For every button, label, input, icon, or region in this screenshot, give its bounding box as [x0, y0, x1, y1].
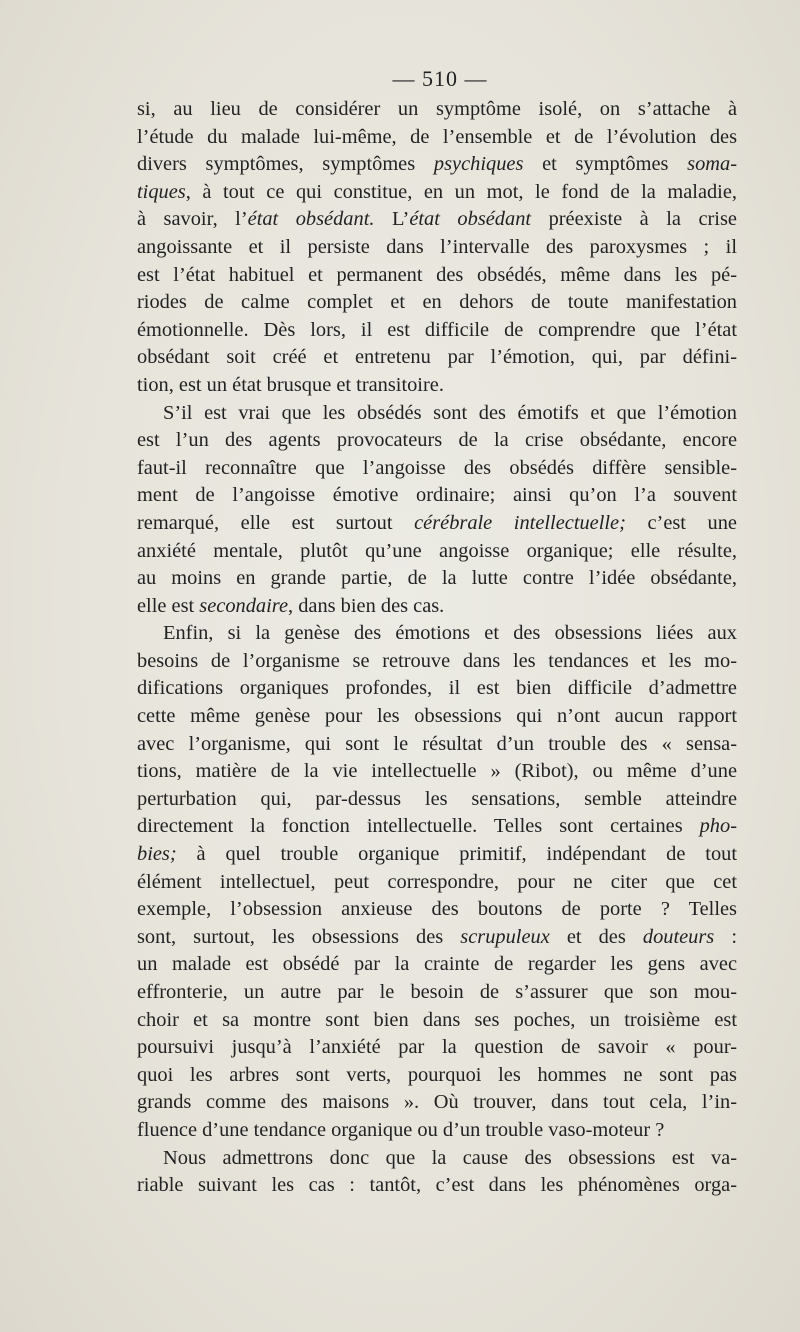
- text-span: directement la fonction intellectuelle. Telles sont certaines: [137, 815, 700, 838]
- text-line: [137, 951, 737, 979]
- text-span: au moins en grande partie, de la lutte contre l’idée obsédante,: [137, 567, 737, 590]
- text-span: c’est une: [625, 511, 737, 534]
- text-span: poursuivi jusqu’à l’anxiété par la question de savoir « pour-: [137, 1036, 737, 1059]
- text-span: exemple, l’obsession anxieuse des boutons de porte ? Telles: [137, 898, 737, 921]
- body-text: [137, 96, 737, 1200]
- text-span: obsédant soit créé et entretenu par l’émotion, qui, par défini-: [137, 346, 737, 369]
- italic-text: état obsédant: [409, 208, 532, 231]
- text-span: tion, est un état brusque et transitoire.: [137, 373, 444, 396]
- italic-text: scrupuleux: [460, 925, 550, 948]
- text-span: riable suivant les cas : tantôt, c’est dans les phénomènes orga-: [137, 1174, 737, 1197]
- text-span: faut-il reconnaître que l’angoisse des obsédés diffère sensible-: [137, 456, 737, 479]
- text-line: [137, 262, 737, 290]
- italic-text: psychiques: [433, 153, 524, 176]
- text-span: élément intellectuel, peut correspondre, pour ne citer que cet: [137, 870, 737, 893]
- text-line: [137, 758, 737, 786]
- text-line: [137, 924, 737, 952]
- text-line: [137, 1145, 737, 1173]
- text-span: est l’état habituel et permanent des obsédés, même dans les pé-: [137, 263, 737, 286]
- text-span: besoins de l’organisme se retrouve dans les tendances et les mo-: [137, 649, 737, 672]
- text-span: un malade est obsédé par la crainte de regarder les gens avec: [137, 953, 737, 976]
- text-span: et des: [549, 925, 643, 948]
- text-span: S’il est vrai que les obsédés sont des émotifs et que l’émotion: [163, 401, 737, 424]
- text-line: [137, 206, 737, 234]
- text-line: [137, 179, 737, 207]
- italic-text: état obsédant.: [247, 208, 375, 231]
- text-line: [137, 1062, 737, 1090]
- text-span: grands comme des maisons ». Où trouver, dans tout cela, l’in-: [137, 1091, 737, 1114]
- text-line: [137, 593, 737, 621]
- text-line: [137, 1034, 737, 1062]
- text-line: [137, 565, 737, 593]
- text-line: [137, 427, 737, 455]
- text-line: [137, 344, 737, 372]
- text-line: [137, 96, 737, 124]
- text-span: effronterie, un autre par le besoin de s’assurer que son mou-: [137, 981, 737, 1003]
- text-line: [137, 372, 737, 400]
- text-span: fluence d’une tendance organique ou d’un trouble vaso-moteur ?: [137, 1118, 665, 1141]
- text-line: [137, 289, 737, 317]
- text-line: [137, 234, 737, 262]
- text-span: elle est: [137, 594, 200, 617]
- text-span: , dans bien des cas.: [288, 594, 445, 617]
- italic-text: soma-: [687, 153, 738, 176]
- text-span: choir et sa montre sont bien dans ses poches, un troisième est: [137, 1008, 737, 1031]
- text-span: riodes de calme complet et en dehors de toute manifestation: [137, 291, 737, 314]
- text-line: [137, 510, 737, 538]
- text-span: Nous admettrons donc que la cause des obsessions est va-: [163, 1146, 737, 1169]
- text-line: [137, 400, 737, 428]
- text-line: [137, 979, 737, 1007]
- text-span: ment de l’angoisse émotive ordinaire; ainsi qu’on l’a souvent: [137, 484, 737, 507]
- text-line: [137, 896, 737, 924]
- text-span: l’étude du malade lui-même, de l’ensemble et de l’évolution des: [137, 125, 737, 148]
- page-number: — 510 —: [392, 66, 488, 91]
- text-span: à savoir, l’: [137, 208, 248, 231]
- text-line: [137, 1172, 737, 1200]
- text-line: [137, 675, 737, 703]
- text-span: à quel trouble organique primitif, indépendant de tout: [176, 843, 737, 866]
- text-line: [137, 841, 737, 869]
- text-span: est l’un des agents provocateurs de la crise obsédante, encore: [137, 429, 737, 452]
- text-line: [137, 869, 737, 897]
- text-span: et symptômes: [523, 153, 688, 176]
- text-line: [137, 124, 737, 152]
- text-line: [137, 731, 737, 759]
- text-line: [137, 703, 737, 731]
- italic-text: bies;: [137, 843, 177, 866]
- text-span: si, au lieu de considérer un symptôme isolé, on s’attache à: [137, 98, 737, 120]
- text-span: remarqué, elle est surtout: [137, 511, 415, 534]
- text-line: [137, 1007, 737, 1035]
- text-line: [137, 482, 737, 510]
- text-line: [137, 455, 737, 483]
- text-line: [137, 786, 737, 814]
- italic-text: cérébrale intellectuelle;: [414, 511, 626, 534]
- text-span: divers symptômes, symptômes: [137, 153, 434, 176]
- text-line: [137, 648, 737, 676]
- text-span: perturbation qui, par-dessus les sensations, semble atteindre: [137, 787, 737, 810]
- text-line: [137, 1089, 737, 1117]
- italic-text: secondaire: [199, 594, 288, 617]
- text-span: L’: [374, 208, 410, 231]
- text-span: préexiste à la crise: [531, 208, 737, 231]
- text-line: [137, 151, 737, 179]
- text-line: [137, 538, 737, 566]
- text-line: [137, 1117, 737, 1145]
- text-span: avec l’organisme, qui sont le résultat d’un trouble des « sensa-: [137, 732, 737, 755]
- text-span: , à tout ce qui constitue, en un mot, le fond de la maladie,: [185, 180, 737, 203]
- italic-text: douteurs: [642, 925, 715, 948]
- text-line: [137, 317, 737, 345]
- text-span: anxiété mentale, plutôt qu’une angoisse organique; elle résulte,: [137, 539, 737, 562]
- text-span: Enfin, si la genèse des émotions et des obsessions liées aux: [163, 622, 737, 645]
- text-span: angoissante et il persiste dans l’intervalle des paroxysmes ; il: [137, 235, 737, 258]
- text-span: difications organiques profondes, il est bien difficile d’admettre: [137, 677, 737, 700]
- italic-text: tiques: [137, 180, 186, 203]
- text-span: sont, surtout, les obsessions des: [137, 925, 461, 948]
- text-line: [137, 620, 737, 648]
- italic-text: pho-: [699, 815, 737, 838]
- text-span: tions, matière de la vie intellectuelle » (Ribot), ou même d’une: [137, 760, 737, 783]
- text-span: cette même genèse pour les obsessions qui n’ont aucun rapport: [137, 705, 737, 728]
- text-span: émotionnelle. Dès lors, il est difficile de comprendre que l’état: [137, 318, 737, 341]
- text-line: [137, 813, 737, 841]
- text-span: quoi les arbres sont verts, pourquoi les hommes ne sont pas: [137, 1063, 737, 1086]
- text-span: :: [714, 925, 737, 948]
